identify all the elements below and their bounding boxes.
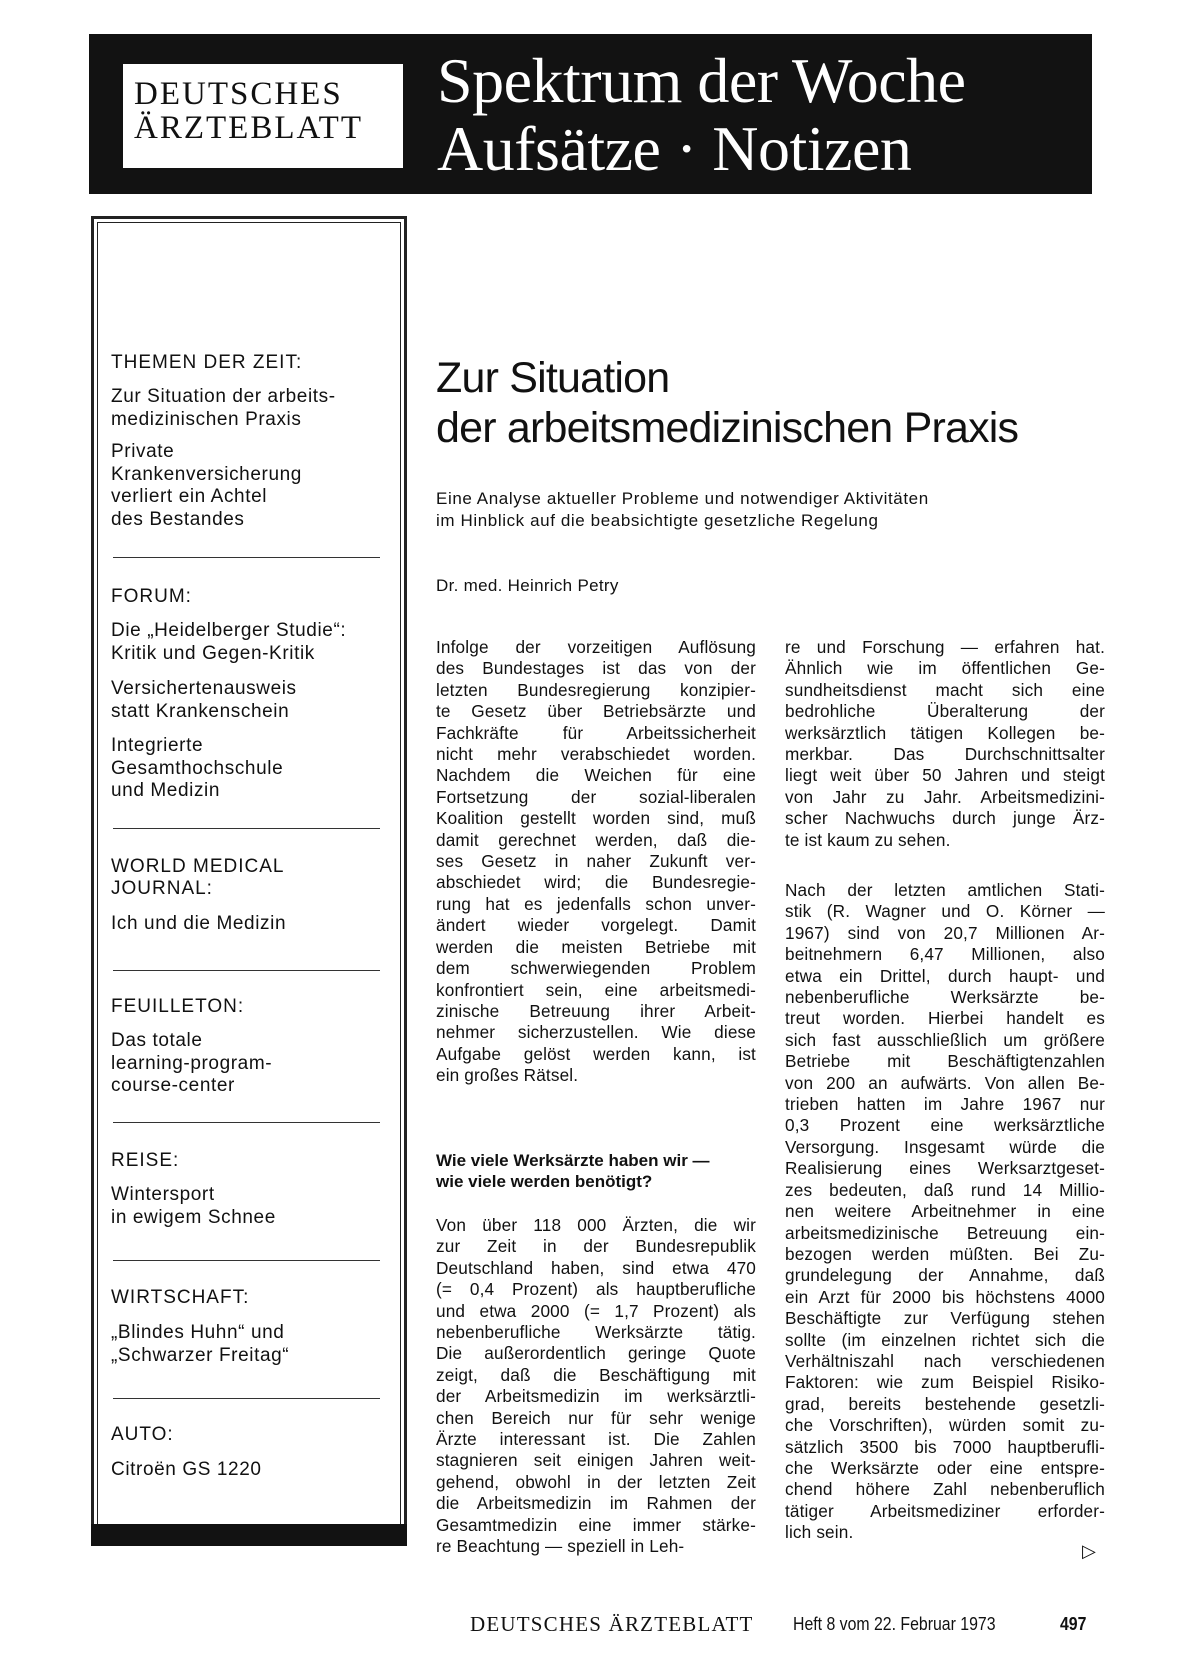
text-line: Ärzte interessant ist. Die Zahlen	[436, 1429, 756, 1450]
section-divider	[113, 557, 380, 558]
text-line: von Jahr zu Jahr. Arbeitsmedizini-	[785, 786, 1105, 807]
text-line: bezogen werden müßten. Bei Zu-	[785, 1243, 1105, 1264]
text-line: sundheitsdienst macht sich eine	[785, 679, 1105, 700]
text-line: zes bedeuten, daß rund 14 Millio-	[785, 1179, 1105, 1200]
footer-issue-info: Heft 8 vom 22. Februar 1973	[793, 1614, 996, 1634]
text-line: nen weitere Arbeitnehmer in eine	[785, 1201, 1105, 1222]
text-line: lich sein.	[785, 1522, 854, 1543]
text-line: re und Forschung — erfahren hat.	[785, 637, 1105, 657]
section-heading-world-medical-journal: WORLD MEDICAL JOURNAL:	[111, 856, 285, 899]
text-line: Ähnlich wie im öffentlichen Ge-	[785, 658, 1105, 679]
text-line: chend höhere Zahl nebenberuflich	[785, 1479, 1105, 1500]
text-line: letzten Bundesregierung konzipier-	[436, 679, 756, 700]
section-divider	[113, 970, 380, 971]
text-line: zinische Betreuung ihrer Arbeit-	[436, 1000, 756, 1021]
text-line: nehmer sicherzustellen. Wie diese	[436, 1022, 756, 1043]
section-divider	[113, 1122, 380, 1123]
text-line: che Vorschriften), würden somit zu-	[785, 1415, 1105, 1436]
toc-item[interactable]: Wintersport in ewigem Schnee	[111, 1184, 276, 1228]
text-line: Infolge der vorzeitigen Auflösung	[436, 637, 756, 657]
text-column-right-continued	[785, 880, 1105, 1544]
footer-magazine-name: DEUTSCHES ÄRZTEBLATT	[470, 1612, 754, 1636]
text-line: arbeitsmedizinische Betreuung ein-	[785, 1222, 1105, 1243]
section-divider	[113, 828, 380, 829]
text-line: Die außerordentlich geringe Quote	[436, 1343, 756, 1364]
section-divider	[113, 1260, 380, 1261]
text-line: nicht mehr verabschiedet worden.	[436, 744, 756, 765]
text-line: stagnieren seit einigen Jahren weit-	[436, 1450, 756, 1471]
masthead	[89, 34, 1092, 194]
text-line: 1967) sind von 20,7 Millionen Ar-	[785, 922, 1105, 943]
text-line: Betriebe mit Beschäftigtenzahlen	[785, 1051, 1105, 1072]
text-line: die Arbeitsmedizin im Rahmen der	[436, 1493, 756, 1514]
text-line: Realisierung eines Werksarztgeset-	[785, 1158, 1105, 1179]
text-line: ändert wieder vorgelegt. Damit	[436, 915, 756, 936]
toc-item[interactable]: Zur Situation der arbeits- medizinischen Praxis	[111, 386, 336, 430]
text-line: rung hat es jedenfalls schon unver-	[436, 893, 756, 914]
text-line: nebenberufliche Werksärzte tätig.	[436, 1322, 756, 1343]
text-line: ses Gesetz in naher Zukunft ver-	[436, 851, 756, 872]
toc-item[interactable]: Das totale learning-program- course-center	[111, 1030, 273, 1096]
text-line: nebenberufliche Werksärzte be-	[785, 987, 1105, 1008]
section-heading-feuilleton: FEUILLETON:	[111, 996, 245, 1017]
text-line: von 200 an aufwärts. Von allen Be-	[785, 1072, 1105, 1093]
text-line: werden die meisten Betriebe mit	[436, 936, 756, 957]
text-line: abschiedet wird; die Bundesregie-	[436, 872, 756, 893]
section-heading-themen: THEMEN DER ZEIT:	[111, 352, 303, 373]
text-line: Deutschland haben, sind etwa 470	[436, 1257, 756, 1278]
text-line: Beschäftigte zur Verfügung stehen	[785, 1308, 1105, 1329]
text-line: zeigt, daß die Beschäftigung mit	[436, 1364, 756, 1385]
logo-line-2: ÄRZTEBLATT	[134, 110, 363, 146]
text-line: der Arbeitsmedizin im werksärztli-	[436, 1386, 756, 1407]
text-line: Faktoren: wie zum Beispiel Risiko-	[785, 1372, 1105, 1393]
text-line: che Werksärzte oder eine entspre-	[785, 1457, 1105, 1478]
text-line: treut worden. Hierbei handelt es	[785, 1008, 1105, 1029]
text-line: 0,3 Prozent eine werksärztliche	[785, 1115, 1105, 1136]
section-heading-auto: AUTO:	[111, 1424, 174, 1445]
toc-item[interactable]: Integrierte Gesamthochschule und Medizin	[111, 735, 284, 801]
toc-item[interactable]: „Blindes Huhn“ und „Schwarzer Freitag“	[111, 1322, 290, 1366]
section-title-line-2: Aufsätze · Notizen	[437, 113, 912, 184]
text-line: etwa ein Drittel, durch haupt- und	[785, 965, 1105, 986]
text-line: dem schwerwiegenden Problem	[436, 958, 756, 979]
text-column-right	[785, 637, 1105, 851]
text-line: konfrontiert sein, eine arbeitsmedi-	[436, 979, 756, 1000]
text-line: Fachkräfte für Arbeitssicherheit	[436, 722, 756, 743]
text-line: sollte (im einzelnen richtet sich die	[785, 1329, 1105, 1350]
text-line: beitnehmern 6,47 Millionen, also	[785, 944, 1105, 965]
text-line: ein Arzt für 2000 bis höchstens 4000	[785, 1286, 1105, 1307]
text-line: grad, bereits bestehende gesetzli-	[785, 1393, 1105, 1414]
text-line: gehend, obwohl in der letzten Zeit	[436, 1471, 756, 1492]
section-heading-wirtschaft: WIRTSCHAFT:	[111, 1287, 250, 1308]
text-line: sich fast ausschließlich um größere	[785, 1029, 1105, 1050]
text-line: und etwa 2000 (= 1,7 Prozent) als	[436, 1300, 756, 1321]
text-line: tätiger Arbeitsmediziner erforder-	[785, 1500, 1105, 1521]
toc-item[interactable]: Citroën GS 1220	[111, 1459, 262, 1480]
text-line: Versorgung. Insgesamt würde die	[785, 1136, 1105, 1157]
text-line: bedrohliche Überalterung der	[785, 701, 1105, 722]
logo-line-1: DEUTSCHES	[134, 76, 343, 112]
text-line: merkbar. Das Durchschnittsalter	[785, 744, 1105, 765]
sidebar-bottom-bar	[91, 1524, 407, 1546]
text-line: te ist kaum zu sehen.	[785, 829, 951, 850]
text-line: grundelegung der Annahme, daß	[785, 1265, 1105, 1286]
text-line: Gesamtmedizin eine immer stärke-	[436, 1514, 756, 1535]
text-line: (= 0,4 Prozent) als hauptberufliche	[436, 1279, 756, 1300]
text-line: Koalition gestellt worden sind, muß	[436, 808, 756, 829]
text-line: Fortsetzung der sozial-liberalen	[436, 786, 756, 807]
article-title-line-1: Zur Situation	[436, 354, 670, 402]
text-line: werksärztlich tätigen Kollegen be-	[785, 722, 1105, 743]
text-line: ein großes Rätsel.	[436, 1065, 579, 1086]
text-line: Von über 118 000 Ärzten, die wir	[436, 1215, 756, 1235]
article-author: Dr. med. Heinrich Petry	[436, 576, 619, 595]
text-line: des Bundestages ist das von der	[436, 658, 756, 679]
article-subtitle: Eine Analyse aktueller Probleme und notwendiger Aktivitäten im Hinblick auf die beabsichtigte gesetzliche Regelung	[436, 489, 929, 530]
section-heading-reise: REISE:	[111, 1150, 180, 1171]
article-subheading: Wie viele Werksärzte haben wir — wie viele werden benötigt?	[436, 1151, 710, 1192]
page-number: 497	[1060, 1614, 1087, 1634]
text-line: sätzlich 3500 bis 7000 hauptberufli-	[785, 1436, 1105, 1457]
toc-item[interactable]: Private Krankenversicherung verliert ein Achtel des Bestandes	[111, 441, 302, 530]
section-title-line-1: Spektrum der Woche	[437, 45, 966, 116]
text-line: liegt weit über 50 Jahren und steigt	[785, 765, 1105, 786]
text-line: scher Nachwuchs durch junge Ärz-	[785, 808, 1105, 829]
text-line: trieben hatten im Jahre 1967 nur	[785, 1094, 1105, 1115]
text-column-left-continued	[436, 1215, 756, 1558]
toc-item[interactable]: Die „Heidelberger Studie“: Kritik und Gegen-Kritik	[111, 620, 347, 664]
text-line: damit gerechnet werden, daß die-	[436, 829, 756, 850]
text-line: re Beachtung — speziell in Leh-	[436, 1536, 685, 1557]
text-line: Aufgabe gelöst werden kann, ist	[436, 1043, 756, 1064]
text-line: Nachdem die Weichen für eine	[436, 765, 756, 786]
magazine-logo	[123, 64, 403, 168]
text-line: te Gesetz über Betriebsärzte und	[436, 701, 756, 722]
text-line: Nach der letzten amtlichen Stati-	[785, 880, 1105, 900]
article-title-line-2: der arbeitsmedizinischen Praxis	[436, 404, 1019, 452]
section-divider	[113, 1398, 380, 1399]
text-column-left	[436, 637, 756, 1087]
toc-item[interactable]: Versichertenausweis statt Krankenschein	[111, 678, 297, 722]
text-line: chen Bereich nur für sehr wenige	[436, 1407, 756, 1428]
continue-arrow-icon: ▷	[1082, 1541, 1096, 1561]
toc-item[interactable]: Ich und die Medizin	[111, 913, 287, 934]
text-line: Verhältniszahl nach verschiedenen	[785, 1350, 1105, 1371]
text-line: stik (R. Wagner und O. Körner —	[785, 901, 1105, 922]
section-heading-forum: FORUM:	[111, 586, 192, 607]
text-line: zur Zeit in der Bundesrepublik	[436, 1236, 756, 1257]
